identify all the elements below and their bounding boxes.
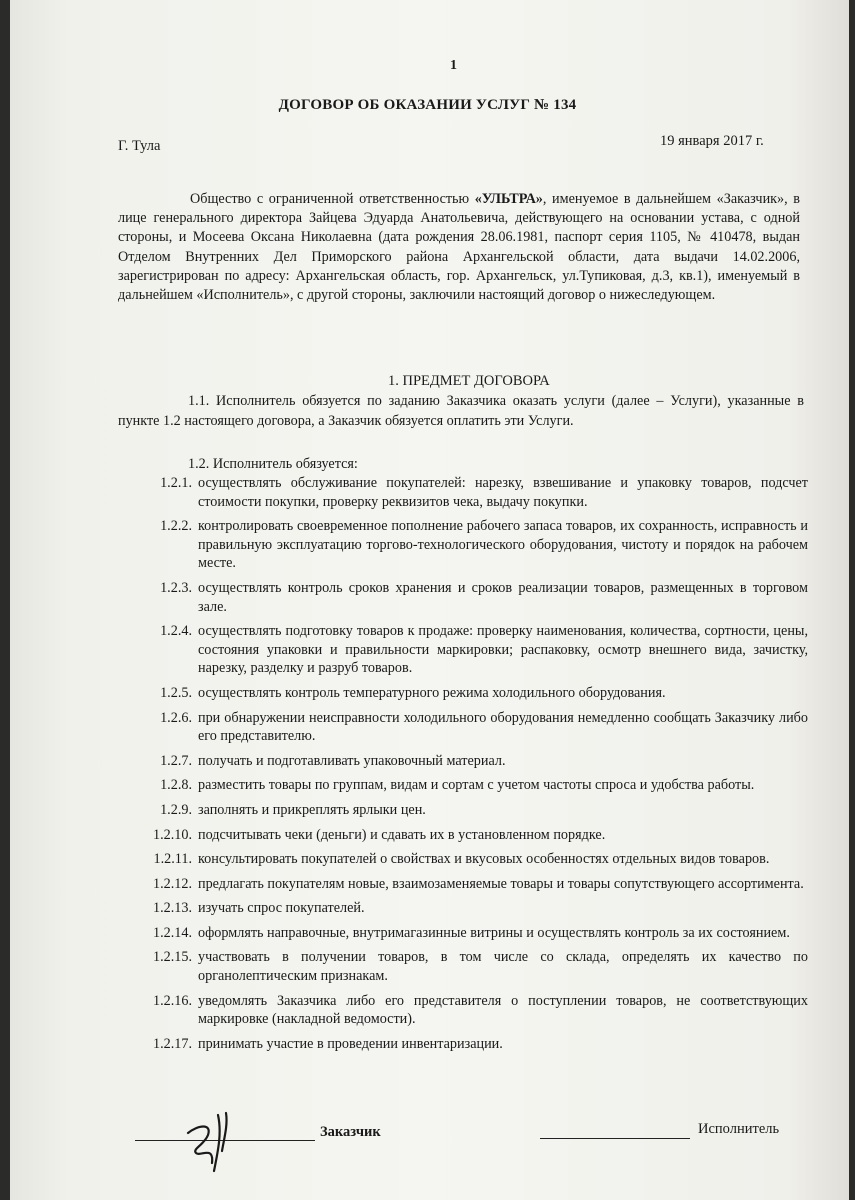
contractor-signature-line (540, 1138, 690, 1139)
sub-clause-number: 1.2.3. (160, 579, 192, 596)
sub-clause-item (136, 801, 808, 820)
sub-clause-number: 1.2.1. (160, 475, 192, 491)
sub-clause-number: 1.2.4. (160, 623, 192, 640)
page-number: 1 (450, 58, 457, 73)
sub-clause-item (136, 899, 808, 918)
clause-1-1: 1.1. Исполнитель обязуется по заданию Заказчика оказать услуги (далее – Услуги), указанные в пункте 1.2 настоящего договора, а Заказчик обязуется оплатить эти Услуги. (118, 393, 804, 429)
sub-clause-number: 1.2.2. (160, 518, 192, 535)
scan-edge-right (849, 0, 855, 1200)
sub-clause-number: 1.2.17. (152, 1035, 192, 1052)
sub-clause-text: изучать спрос покупателей. (198, 900, 365, 917)
sub-clause-item (136, 474, 808, 511)
sub-clause-text: контролировать своевременное пополнение рабочего запаса товаров, их сохранность, исправность и правильную эксплуатацию торгово-технологического оборудования, чистоту и порядок на рабочем месте. (198, 518, 808, 572)
sub-clause-item (136, 992, 808, 1029)
sub-clause-item (136, 850, 808, 869)
sub-clause-number: 1.2.5. (160, 684, 192, 701)
sub-clause-number: 1.2.6. (160, 709, 192, 726)
sub-clause-list (136, 474, 808, 1059)
sub-clause-item (136, 622, 808, 678)
sub-clause-number: 1.2.16. (152, 992, 192, 1009)
sub-clause-number: 1.2.15. (152, 949, 192, 966)
sub-clause-item (136, 684, 808, 703)
sub-clause-text: осуществлять контроль сроков хранения и сроков реализации товаров, размещенных в торговом зале. (198, 579, 808, 615)
sub-clause-number: 1.2.7. (160, 752, 192, 769)
scan-edge-left (0, 0, 10, 1200)
sub-clause-text: подсчитывать чеки (деньги) и сдавать их в установленном порядке. (198, 826, 606, 843)
sub-clause-text: принимать участие в проведении инвентаризации. (198, 1035, 503, 1052)
company-name: «УЛЬТРА» (474, 191, 543, 207)
sub-clause-number: 1.2.11. (153, 851, 192, 868)
sub-clause-item (136, 1035, 808, 1054)
handwritten-signature (178, 1105, 248, 1175)
sub-clause-number: 1.2.10. (152, 826, 192, 843)
sub-clause-item (136, 752, 808, 771)
sub-clause-number: 1.2.9. (160, 801, 192, 818)
sub-clause-text: получать и подготавливать упаковочный материал. (198, 752, 506, 769)
sub-clause-text: при обнаружении неисправности холодильного оборудования немедленно сообщать Заказчику либо его представителю. (198, 709, 808, 745)
section-title: 1. ПРЕДМЕТ ДОГОВОРА (388, 373, 550, 389)
clause-1-2: 1.2. Исполнитель обязуется: (188, 456, 358, 472)
sub-clause-text: консультировать покупателей о свойствах и вкусовых особенностях отдельных видов товаров. (198, 851, 770, 868)
contractor-signature-label: Исполнитель (698, 1121, 780, 1137)
sub-clause-item (136, 709, 808, 746)
customer-signature-label: Заказчик (320, 1124, 381, 1140)
sub-clause-text: оформлять направочные, внутримагазинные витрины и осуществлять контроль за их состоянием. (198, 924, 790, 941)
sub-clause-text: осуществлять обслуживание покупателей: нарезку, взвешивание и упаковку товаров, подсчет стоимости покупки, проверку реквизитов чека, выдачу покупки. (198, 475, 808, 510)
sub-clause-text: предлагать покупателям новые, взаимозаменяемые товары и товары сопутствующего ассортимента. (198, 875, 804, 892)
sub-clause-number: 1.2.14. (152, 924, 192, 941)
sub-clause-item (136, 924, 808, 943)
sub-clause-number: 1.2.13. (152, 900, 192, 917)
sub-clause-number: 1.2.8. (160, 777, 192, 794)
sub-clause-text: заполнять и прикреплять ярлыки цен. (198, 801, 426, 818)
sub-clause-item (136, 875, 808, 894)
preamble (118, 190, 800, 305)
sub-clause-item (136, 579, 808, 616)
sub-clause-item (136, 517, 808, 573)
sub-clause-item (136, 948, 808, 985)
sub-clause-number: 1.2.12. (152, 875, 192, 892)
document-title: ДОГОВОР ОБ ОКАЗАНИИ УСЛУГ № 134 (278, 97, 577, 113)
sub-clause-item (136, 826, 808, 845)
city: Г. Тула (118, 138, 161, 154)
sub-clause-text: осуществлять подготовку товаров к продаже: проверку наименования, количества, сортности, цены, состояния упаковки и правильности маркировки; распаковку, осмотр внешнего вида, зачистку, нарезку, разделку и разруб товаров. (198, 623, 808, 677)
preamble-part2: , именуемое в дальнейшем «Заказчик», в лице генерального директора Зайцева Эдуарда Анатольевича, действующего на основании устава, с одной стороны, и Мосеева Оксана Николаевна (дата рождения 28.06.1981, паспорт серия 1105, № 410478, выдан Отделом Внутренних Дел Приморского района Архангельской области, дата выдачи 14.02.2006, зарегистрирован по адресу: Архангельская область, гор. Архангельск, ул.Тупиковая, д.3, кв.1), именуемый в дальнейшем «Исполнитель», с другой стороны, заключили настоящий договор о нижеследующем. (118, 191, 800, 304)
preamble-part1: Общество с ограниченной ответственностью (190, 191, 475, 207)
document-date: 19 января 2017 г. (660, 133, 764, 149)
sub-clause-item (136, 776, 808, 795)
sub-clause-text: участвовать в получении товаров, в том числе со склада, определять их качество по органолептическим признакам. (198, 949, 808, 985)
sub-clause-text: уведомлять Заказчика либо его представителя о поступлении товаров, не соответствующих маркировке (накладной ведомости). (198, 992, 808, 1028)
sub-clause-text: разместить товары по группам, видам и сортам с учетом частоты спроса и удобства работы. (198, 777, 755, 794)
sub-clause-text: осуществлять контроль температурного режима холодильного оборудования. (198, 684, 666, 701)
